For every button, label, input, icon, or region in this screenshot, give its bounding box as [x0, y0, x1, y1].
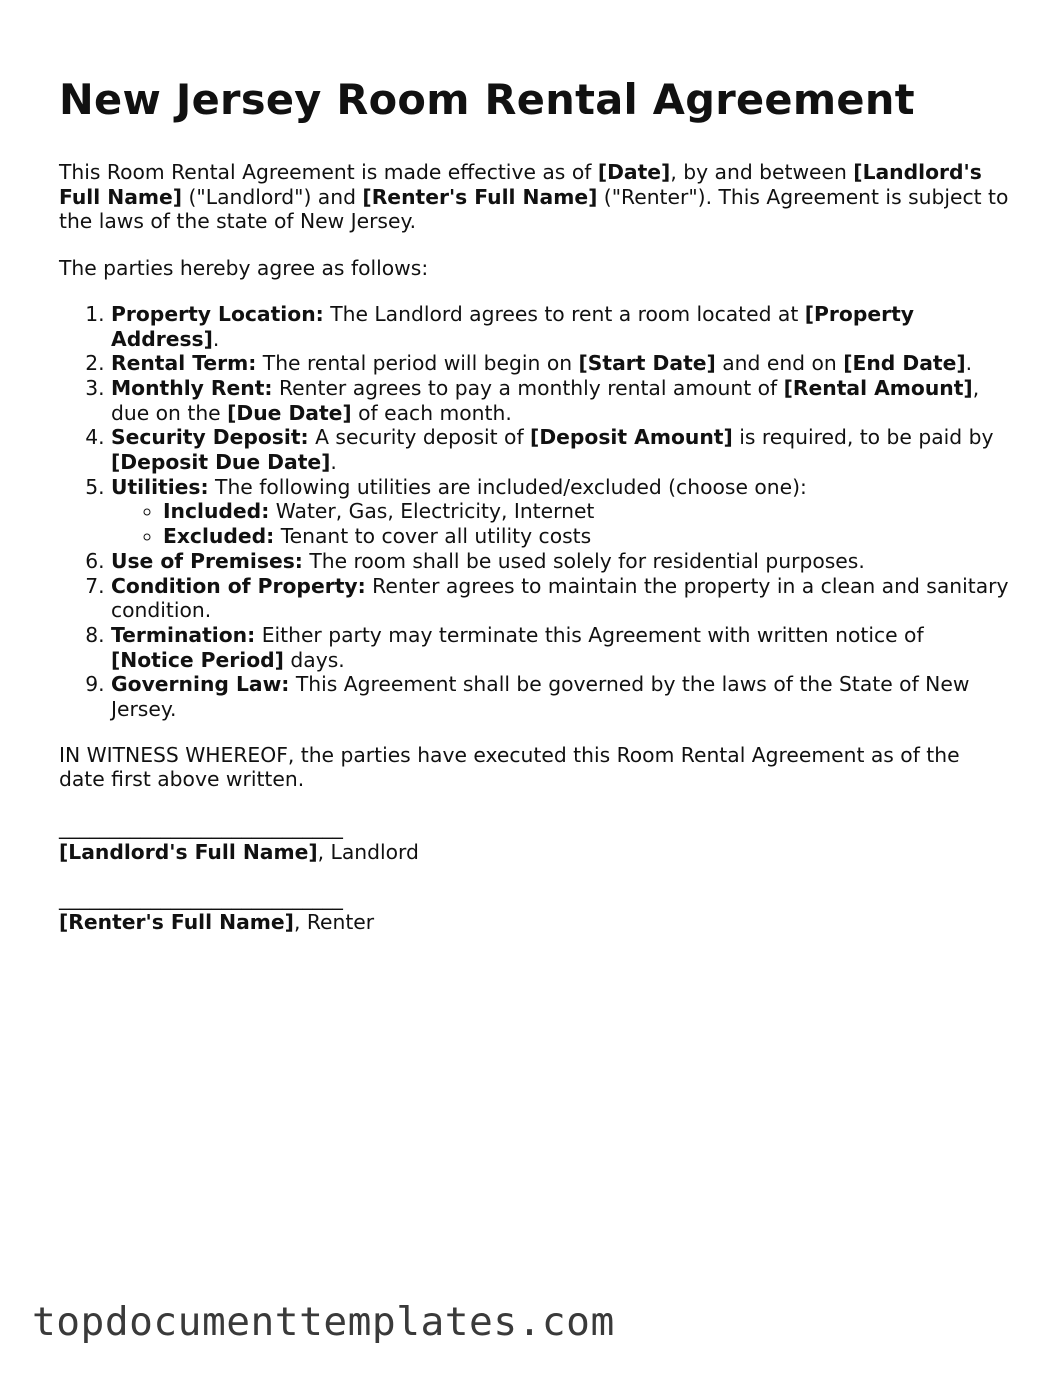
landlord-signature-block: [59, 815, 1009, 864]
term-use-of-premises: 6. Use of Premises: The room shall be used solely for residential purposes.: [111, 549, 1009, 574]
utilities-sublist: [111, 499, 1009, 548]
agreement-lead: The parties hereby agree as follows:: [59, 256, 429, 281]
landlord-signature-caption: [Landlord's Full Name], Landlord: [59, 839, 419, 864]
deposit-amount-field: [Deposit Amount]: [530, 425, 733, 450]
renter-signature-caption: [Renter's Full Name], Renter: [59, 910, 375, 935]
start-date-field: [Start Date]: [578, 351, 716, 376]
witness-clause: IN WITNESS WHEREOF, the parties have executed this Room Rental Agreement as of the date first above written.: [59, 742, 960, 792]
notice-period-field: [Notice Period]: [111, 647, 284, 672]
term-property-location: 1. Property Location: The Landlord agrees to rent a room located at [Property Address].: [111, 302, 1009, 351]
term-condition-of-property: 7. Condition of Property: Renter agrees to maintain the property in a clean and sanitary condition.: [111, 574, 1009, 623]
utilities-included: ◦ Included: Water, Gas, Electricity, Internet: [163, 499, 1009, 524]
renter-signature-line: ____________________________: [59, 885, 343, 910]
due-date-field: [Due Date]: [227, 400, 352, 425]
intro-paragraph: This Room Rental Agreement is made effective as of [Date], by and between [Landlord's Full Name] ("Landlord") and [Renter's Full Name] ("Renter"). This Agreement is subject to the laws of the state of New Jersey.: [59, 160, 1009, 234]
property-address-field: [Property Address]: [111, 301, 915, 351]
document-title: New Jersey Room Rental Agreement: [59, 75, 915, 124]
utilities-excluded: ◦ Excluded: Tenant to cover all utility costs: [163, 524, 1009, 549]
renter-signature-block: [59, 886, 1009, 935]
terms-list: [59, 302, 1009, 722]
term-utilities: 5. Utilities: The following utilities are included/excluded (choose one): ◦ Included: Water, Gas, Electricity, Internet ◦ Excluded: Tenant to cover all utility costs: [111, 475, 1009, 549]
landlord-signature-line: ____________________________: [59, 815, 343, 840]
document-page: [59, 70, 1009, 935]
term-rental-term: 2. Rental Term: The rental period will begin on [Start Date] and end on [End Date].: [111, 351, 1009, 376]
renter-name-field: [Renter's Full Name]: [362, 184, 598, 209]
deposit-due-date-field: [Deposit Due Date]: [111, 450, 331, 475]
landlord-name-field: [Landlord's Full Name]: [59, 160, 982, 209]
term-governing-law: 9. Governing Law: This Agreement shall be governed by the laws of the State of New Jersey.: [111, 672, 1009, 721]
term-security-deposit: 4. Security Deposit: A security deposit of [Deposit Amount] is required, to be paid by [Deposit Due Date].: [111, 425, 1009, 474]
term-termination: 8. Termination: Either party may terminate this Agreement with written notice of [Notice Period] days.: [111, 623, 1009, 672]
term-monthly-rent: 3. Monthly Rent: Renter agrees to pay a monthly rental amount of [Rental Amount], due on the [Due Date] of each month.: [111, 376, 1009, 425]
rental-amount-field: [Rental Amount]: [783, 375, 973, 400]
date-field: [Date]: [597, 160, 671, 184]
site-watermark: topdocumenttemplates.com: [32, 1299, 615, 1345]
end-date-field: [End Date]: [843, 351, 966, 376]
